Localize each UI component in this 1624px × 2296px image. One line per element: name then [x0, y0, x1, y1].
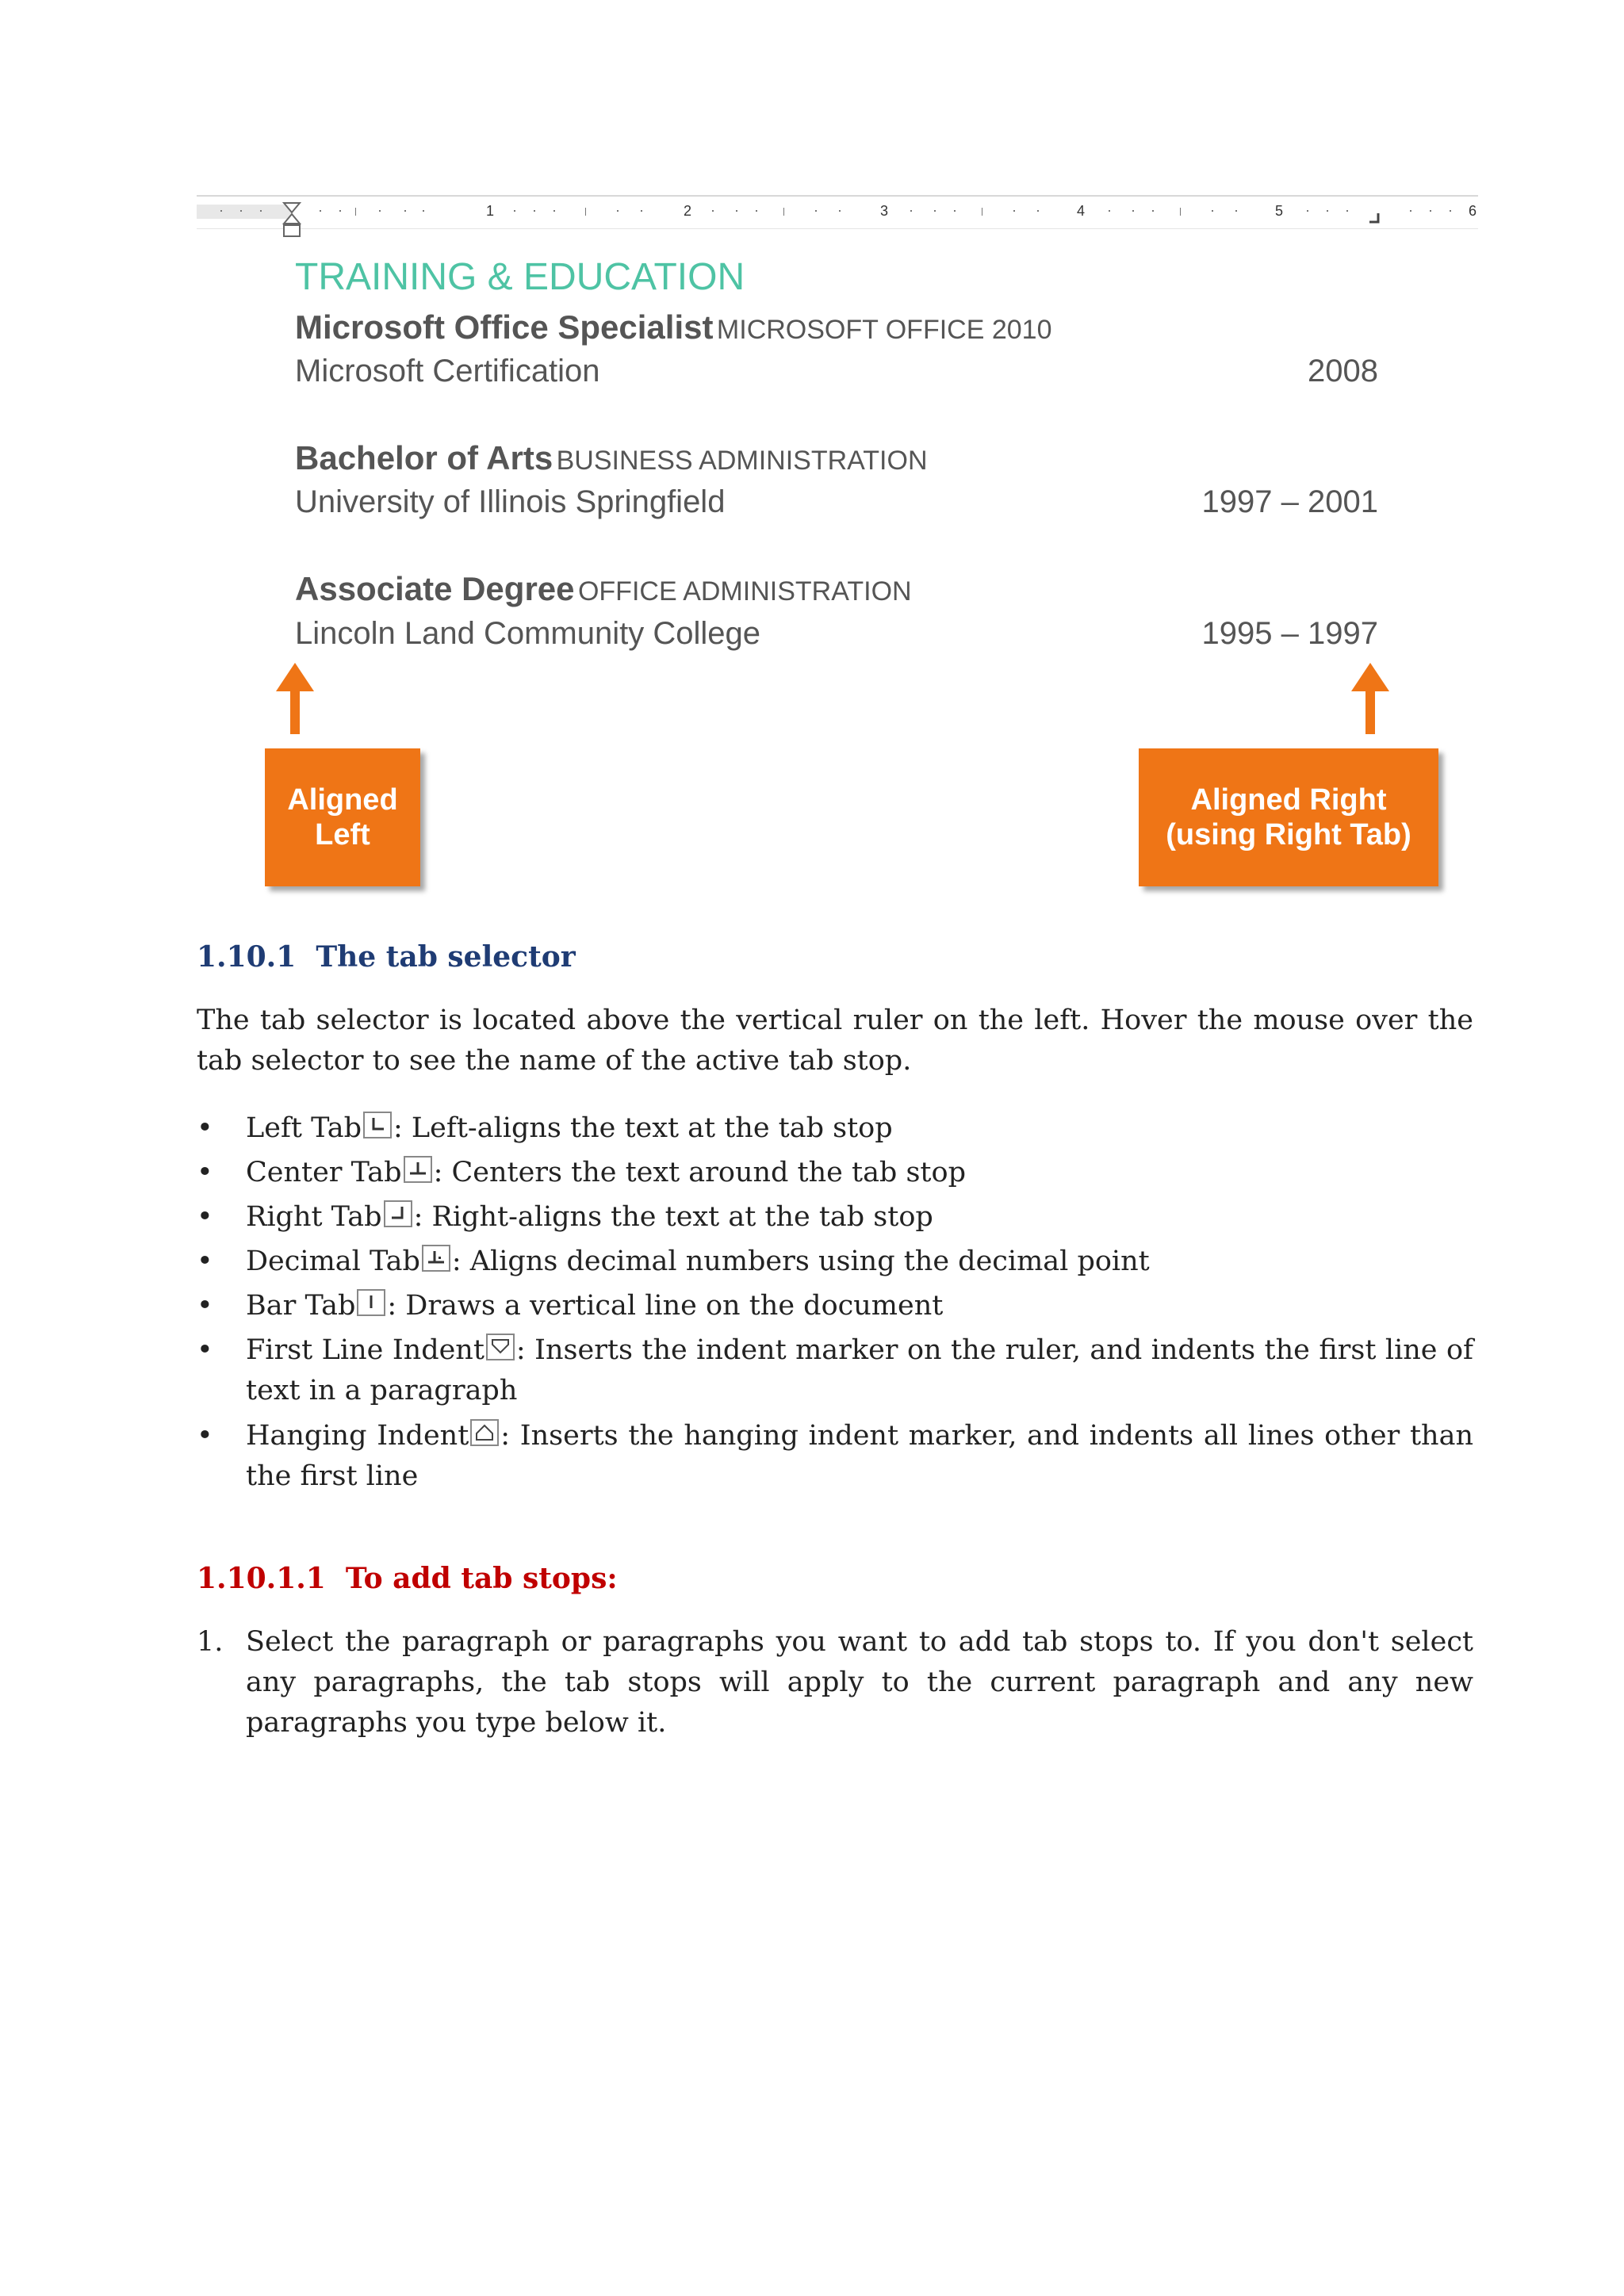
- ruler-dot: [1327, 210, 1328, 212]
- resume-entry-date: 1995 – 1997: [1201, 616, 1378, 651]
- bullet: •: [197, 1334, 213, 1366]
- bullet: •: [197, 1420, 213, 1452]
- ruler-dot: [617, 210, 619, 212]
- resume-entry-subtitle: OFFICE ADMINISTRATION: [577, 576, 912, 607]
- ruler-dot: [1152, 210, 1154, 212]
- ruler-number: 1: [486, 203, 495, 219]
- ruler-number: 2: [684, 203, 692, 219]
- ruler-dot: [1235, 210, 1237, 212]
- list-item-desc: : Inserts the hanging indent marker, and indents all lines other than the first line: [246, 1420, 1473, 1492]
- ruler-number: 5: [1275, 203, 1284, 219]
- ruler-dot: [954, 210, 956, 212]
- arrow-shaft: [290, 690, 300, 734]
- right-tab-icon: [384, 1200, 412, 1227]
- bullet: •: [197, 1201, 213, 1233]
- resume-entry-title-row: [295, 439, 928, 477]
- list-item-desc: : Centers the text around the tab stop: [433, 1157, 966, 1188]
- subsection-heading: [197, 1562, 618, 1595]
- ruler-dot: [1013, 210, 1015, 212]
- list-item: [197, 1286, 1473, 1326]
- resume-entry-date: 1997 – 2001: [1201, 484, 1378, 519]
- resume-heading: TRAINING & EDUCATION: [295, 256, 745, 298]
- callout-line: Left: [315, 818, 370, 851]
- list-item: [197, 1242, 1473, 1282]
- ruler-bottom-border: [197, 228, 1478, 229]
- callout-aligned-left: [265, 748, 420, 886]
- left-tab-icon: [363, 1112, 392, 1138]
- ruler-number: 6: [1469, 203, 1477, 219]
- list-item: [197, 1153, 1473, 1193]
- ruler-dot: [1430, 210, 1431, 212]
- list-item-name: First Line Indent: [246, 1334, 485, 1366]
- ruler-dot: [220, 210, 222, 212]
- ruler-dot: [514, 210, 515, 212]
- bullet: •: [197, 1246, 213, 1277]
- list-item-name: Right Tab: [246, 1201, 382, 1233]
- ruler-dot: [379, 210, 381, 212]
- ruler-dot: [1109, 210, 1110, 212]
- ruler-dot: [1450, 210, 1451, 212]
- subsection-title: To add tab stops:: [345, 1562, 618, 1595]
- list-item: [197, 1330, 1473, 1411]
- list-item-name: Center Tab: [246, 1157, 402, 1188]
- list-item-desc: : Left-aligns the text at the tab stop: [393, 1112, 893, 1144]
- bullet: •: [197, 1290, 213, 1322]
- ruler-dot: [934, 210, 936, 212]
- ruler-number: 3: [880, 203, 889, 219]
- resume-entry-date: 2008: [1308, 354, 1378, 388]
- list-item-desc: : Draws a vertical line on the document: [387, 1290, 944, 1322]
- section-title: The tab selector: [316, 940, 576, 974]
- ruler-dot: [712, 210, 714, 212]
- ruler-dot: [534, 210, 535, 212]
- ruler-dot: [339, 210, 341, 212]
- list-item: [197, 1108, 1473, 1149]
- resume-entry-line: Lincoln Land Community College: [295, 616, 760, 651]
- list-item-desc: : Inserts the indent marker on the ruler, and indents the first line of text in a paragraph: [246, 1334, 1473, 1406]
- section-number: 1.10.1: [197, 940, 297, 974]
- ruler-tick: [585, 208, 586, 216]
- ruler-dot: [1212, 210, 1213, 212]
- resume-entry-title-row: [295, 570, 912, 608]
- callout-line: Aligned: [287, 783, 398, 817]
- first-line-indent-icon: [486, 1334, 515, 1360]
- resume-entry-title: Microsoft Office Specialist: [295, 308, 714, 346]
- ruler[interactable]: [197, 195, 1478, 228]
- ruler-dot: [1410, 210, 1411, 212]
- ruler-dot: [553, 210, 555, 212]
- ruler-dot: [910, 210, 912, 212]
- section-intro: The tab selector is located above the vertical ruler on the left. Hover the mouse over the tab selector to see the name of the active tab stop.: [197, 1004, 1473, 1077]
- list-item-name: Decimal Tab: [246, 1246, 420, 1277]
- ruler-dot: [1307, 210, 1308, 212]
- step-number: 1.: [197, 1626, 224, 1658]
- ruler-dot: [260, 210, 262, 212]
- resume-entry-subtitle: BUSINESS ADMINISTRATION: [556, 446, 928, 476]
- decimal-tab-icon: [422, 1245, 450, 1272]
- center-tab-icon: [404, 1156, 432, 1183]
- ruler-dot: [423, 210, 424, 212]
- ruler-dot: [320, 210, 321, 212]
- list-item: [197, 1197, 1473, 1238]
- indent-markers-icon[interactable]: [282, 201, 301, 241]
- ruler-dot: [404, 210, 406, 212]
- ruler-tick: [355, 208, 356, 216]
- step-text: Select the paragraph or paragraphs you want to add tab stops to. If you don't select any paragraphs, the tab stops will apply to the current paragraph and any new paragraphs you type below it.: [246, 1626, 1473, 1739]
- bar-tab-icon: [357, 1289, 385, 1316]
- ruler-margin-area: [197, 205, 292, 219]
- right-tab-stop-icon[interactable]: [1369, 212, 1381, 225]
- arrow-up-icon: [1351, 663, 1389, 691]
- list-item-desc: : Right-aligns the text at the tab stop: [413, 1201, 933, 1233]
- ruler-dot: [641, 210, 642, 212]
- ruler-dot: [1132, 210, 1134, 212]
- resume-entry-title: Associate Degree: [295, 570, 575, 607]
- ruler-dot: [815, 210, 817, 212]
- subsection-number: 1.10.1.1: [197, 1562, 326, 1595]
- resume-entry-subtitle: MICROSOFT OFFICE 2010: [716, 315, 1052, 345]
- list-item-name: Bar Tab: [246, 1290, 356, 1322]
- ruler-dot: [756, 210, 757, 212]
- bullet: •: [197, 1157, 213, 1188]
- resume-entry-title-row: [295, 308, 1051, 346]
- callout-line: Aligned Right: [1190, 783, 1387, 817]
- callout-aligned-right: [1139, 748, 1438, 886]
- section-heading: [197, 940, 576, 974]
- ruler-number: 4: [1077, 203, 1086, 219]
- numbered-step: [197, 1622, 1473, 1743]
- callout-line: (using Right Tab): [1166, 818, 1411, 851]
- resume-entry-line: University of Illinois Springfield: [295, 484, 726, 519]
- resume-entry-line: Microsoft Certification: [295, 354, 600, 388]
- list-item-name: Left Tab: [246, 1112, 362, 1144]
- ruler-top-border: [197, 195, 1478, 197]
- bullet: •: [197, 1112, 213, 1144]
- hanging-indent-icon: [470, 1419, 499, 1446]
- ruler-dot: [736, 210, 737, 212]
- resume-entry-title: Bachelor of Arts: [295, 439, 553, 476]
- ruler-tick: [783, 208, 784, 216]
- list-item: [197, 1416, 1473, 1497]
- ruler-dot: [839, 210, 841, 212]
- arrow-shaft: [1365, 690, 1375, 734]
- list-item-desc: : Aligns decimal numbers using the decimal point: [451, 1246, 1150, 1277]
- ruler-dot: [1037, 210, 1039, 212]
- ruler-dot: [240, 210, 242, 212]
- list-item-name: Hanging Indent: [246, 1420, 469, 1452]
- ruler-tick: [1180, 208, 1181, 216]
- ruler-dot: [1346, 210, 1348, 212]
- arrow-up-icon: [276, 663, 314, 691]
